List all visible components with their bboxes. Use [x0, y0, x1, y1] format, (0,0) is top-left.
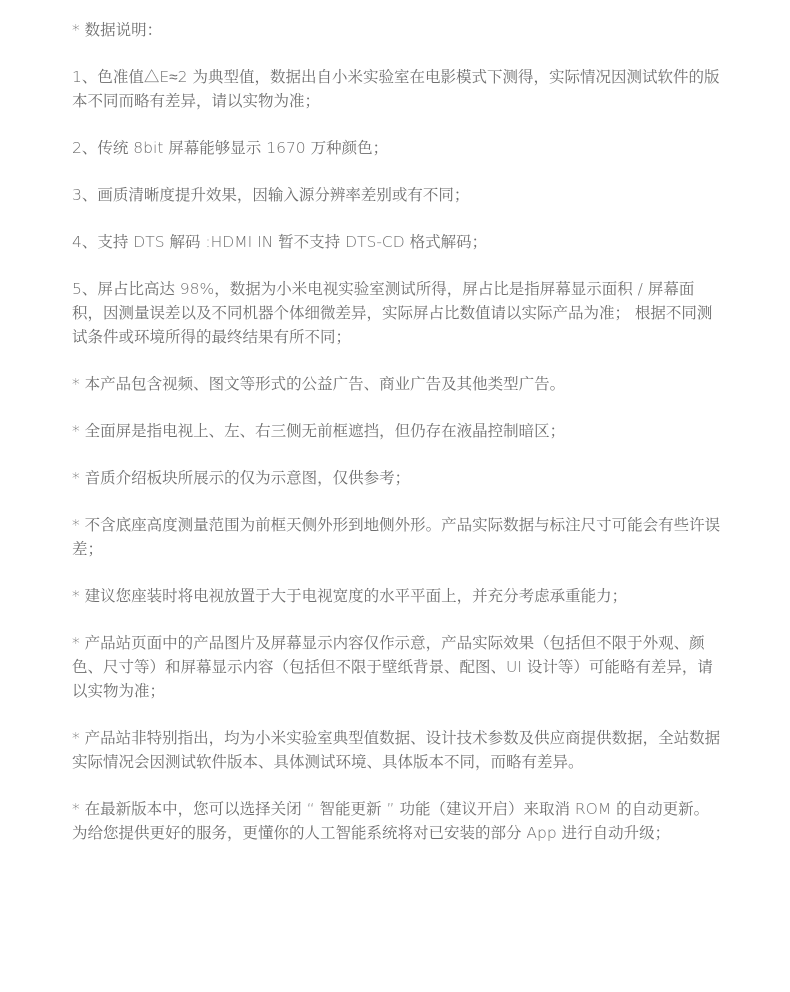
note-lab-data: * 产品站非特别指出，均为小米实验室典型值数据、设计技术参数及供应商提供数据，全站数据实际情况会因测试软件版本、具体测试环境、具体版本不同，而略有差异。: [72, 729, 721, 771]
note-color-accuracy: 1、色准值△E≈2 为典型值，数据出自小米实验室在电影模式下测得，实际情况因测试软件的版本不同而略有差异，请以实物为准；: [72, 68, 720, 110]
note-product-images: * 产品站页面中的产品图片及屏幕显示内容仅作示意，产品实际效果（包括但不限于外观、颜色、尺寸等）和屏幕显示内容（包括但不限于壁纸背景、配图、UI 设计等）可能略有差异，请以实物为准；: [72, 634, 713, 700]
note-sound-quality: * 音质介绍板块所展示的仅为示意图，仅供参考；: [72, 469, 411, 487]
data-notes-section: [72, 18, 722, 868]
note-screen-ratio: 5、屏占比高达 98%，数据为小米电视实验室测试所得，屏占比是指屏幕显示面积 / 屏幕面积，因测量误差以及不同机器个体细微差异，实际屏占比数值请以实际产品为准； 根据不同测试条件或环境所得的最终结果有所不同；: [72, 280, 713, 346]
notes-heading: * 数据说明：: [72, 21, 163, 39]
note-advertising: * 本产品包含视频、图文等形式的公益广告、商业广告及其他类型广告。: [72, 375, 566, 393]
note-dts-decoding: 4、支持 DTS 解码 :HDMI IN 暂不支持 DTS-CD 格式解码；: [72, 233, 488, 251]
note-smart-update: * 在最新版本中，您可以选择关闭 “ 智能更新 ” 功能（建议开启）来取消 ROM 的自动更新。为给您提供更好的服务，更懂你的人工智能系统将对已安装的部分 App 进行自动升级；: [72, 800, 710, 842]
note-mounting: * 建议您座装时将电视放置于大于电视宽度的水平平面上，并充分考虑承重能力；: [72, 587, 628, 605]
note-full-screen: * 全面屏是指电视上、左、右三侧无前框遮挡，但仍存在液晶控制暗区；: [72, 422, 566, 440]
note-height-measurement: * 不含底座高度测量范围为前框天侧外形到地侧外形。产品实际数据与标注尺寸可能会有些许误差；: [72, 516, 721, 558]
note-clarity: 3、画质清晰度提升效果，因输入源分辨率差别或有不同；: [72, 186, 470, 204]
note-8bit-colors: 2、传统 8bit 屏幕能够显示 1670 万种颜色；: [72, 139, 389, 157]
